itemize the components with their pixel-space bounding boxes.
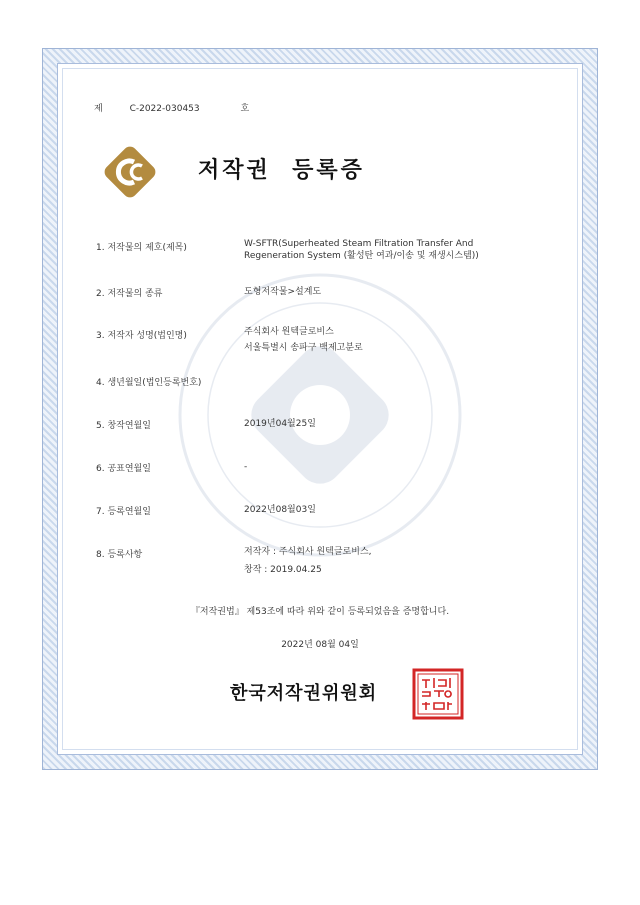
certification-statement: 『저작권법』 제53조에 따라 위와 같이 등록되었음을 증명합니다. (190, 607, 450, 617)
certificate-number-line (94, 101, 249, 114)
item-value-line: - (244, 462, 248, 472)
item-value-creation-date (244, 418, 316, 430)
item-value-title (244, 238, 479, 262)
item-value-registration-details (244, 546, 372, 576)
item-value-line: 서울특별시 송파구 백제고분로 (244, 343, 363, 353)
item-value-line: 2022년08월03일 (244, 505, 316, 515)
certificate-number-prefix: 제 (94, 104, 103, 114)
item-value-line: 주식회사 원텍글로비스 (244, 327, 334, 337)
item-value-type (244, 286, 321, 298)
certificate-number-suffix: 호 (240, 104, 250, 114)
official-seal-stamp-icon (412, 668, 464, 720)
item-label: 7. 등록연월일 (96, 507, 151, 517)
item-value-line: 2019년04월25일 (244, 419, 316, 429)
item-value-line: Regeneration System (활성탄 여과/이송 및 재생시스템)) (244, 251, 479, 261)
certificate-number: C-2022-030453 (129, 104, 200, 114)
item-value-author (244, 326, 363, 354)
item-label: 8. 등록사항 (96, 550, 143, 560)
item-value-publication-date (244, 461, 247, 473)
issue-date: 2022년 08월 04일 (281, 640, 359, 650)
item-label: 6. 공표연월일 (96, 464, 151, 474)
item-value-registration-date (244, 504, 316, 516)
item-label: 2. 저작물의 종류 (96, 289, 163, 299)
item-value-line: 창작 : 2019.04.25 (244, 565, 322, 575)
item-value-line: 저작자 : 주식회사 원텍글로비스, (244, 547, 372, 557)
watermark-emblem (170, 265, 470, 565)
item-label: 3. 저작자 성명(법인명) (96, 331, 187, 341)
item-value-line: 도형저작물>설계도 (244, 287, 322, 297)
item-label: 4. 생년월일(법인등록번호) (96, 378, 202, 388)
item-label: 5. 창작연월일 (96, 421, 151, 431)
copyright-commission-logo-icon (98, 140, 162, 204)
item-value-line: W-SFTR(Superheated Steam Filtration Transfer And (244, 239, 474, 249)
certificate-title: 저작권 등록증 (198, 158, 365, 183)
issuer-name: 한국저작권위원회 (230, 683, 378, 704)
item-label: 1. 저작물의 제호(제목) (96, 243, 187, 253)
